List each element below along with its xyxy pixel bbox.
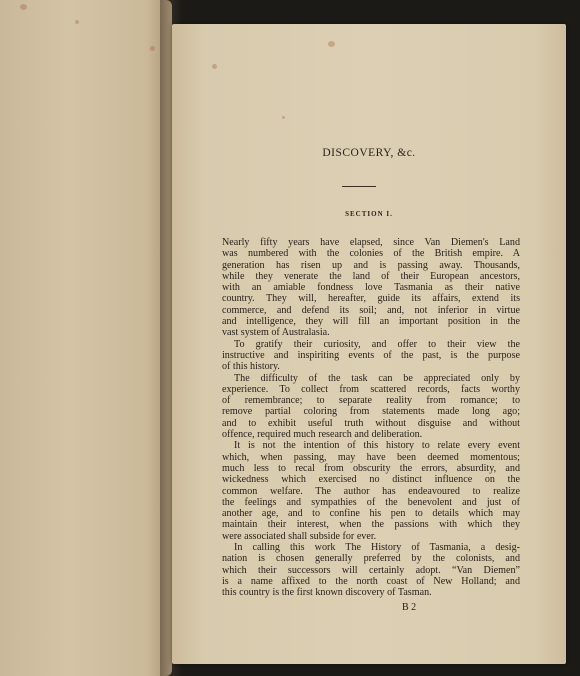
text-line: generation has risen up and is passing away. Thousands, — [222, 259, 520, 271]
foxing-spot — [150, 46, 155, 51]
text-line: maintain their interest, when the passions with which they — [222, 519, 520, 531]
text-line: of this history. — [222, 361, 280, 373]
foxing-spot — [20, 4, 27, 10]
text-line: It is not the intention of this history to relate every event — [234, 440, 520, 452]
text-line: which their successors will certainly adopt. “Van Diemen” — [222, 564, 520, 576]
text-line: common welfare. The author has endeavoured to realize — [222, 485, 520, 497]
text-line: is a name affixed to the north coast of New Holland; and — [222, 575, 520, 587]
text-line: In calling this work The History of Tasmania, a desig- — [234, 542, 520, 554]
text-line: commerce, and defend its soil; and, not inferior in virtue — [222, 304, 520, 316]
text-line: To gratify their curiosity, and offer to their view the — [234, 338, 520, 350]
text-line: wickedness which exercised no distinct influence on the — [222, 474, 520, 486]
text-line: of remembrance; to separate reality from romance; to — [222, 395, 520, 407]
signature-mark: B 2 — [402, 602, 417, 613]
text-line: instructive and inspiriting events of the past, is the purpose — [222, 349, 520, 361]
text-line: with an amiable fondness love Tasmania as their native — [222, 282, 520, 294]
section-heading: SECTION I. — [345, 210, 393, 218]
text-line: which, when passing, may have been deemed momentous; — [222, 451, 520, 463]
chapter-title: DISCOVERY, &c. — [322, 147, 416, 159]
left-page — [0, 0, 172, 676]
text-line: remove partial coloring from statements made long ago; — [222, 406, 520, 418]
text-line: The difficulty of the task can be appreciated only by — [234, 372, 520, 384]
title-rule — [342, 186, 376, 187]
text-line: and intelligence, they will fill an important position in the — [222, 316, 520, 328]
text-line: another age, and to confine his pen to details which may — [222, 508, 520, 520]
foxing-spot — [212, 64, 217, 69]
text-line: the feelings and sympathies of the benevolent and just of — [222, 496, 520, 508]
text-line: offence, required much research and deliberation. — [222, 429, 423, 441]
foxing-spot — [282, 116, 285, 119]
text-line: were associated shall subside for ever. — [222, 530, 377, 542]
text-line: experience. To collect from scattered records, facts worthy — [222, 383, 520, 395]
text-line: country. They will, hereafter, guide its affairs, extend its — [222, 293, 520, 305]
body-text — [222, 237, 520, 599]
text-line: much less to recal from obscurity the errors, absurdity, and — [222, 462, 520, 474]
text-line: Nearly fifty years have elapsed, since Van Diemen's Land — [222, 237, 520, 248]
text-line: was numbered with the colonies of the British empire. A — [222, 248, 520, 260]
right-page — [172, 24, 566, 664]
foxing-spot — [75, 20, 79, 24]
text-line: vast system of Australasia. — [222, 327, 330, 339]
text-line: and to exhibit useful truth without disguise and without — [222, 417, 520, 429]
text-line: nation is chosen generally preferred by the colonists, and — [222, 553, 520, 565]
foxing-spot — [328, 41, 335, 47]
text-line: this country is the first known discovery of Tasman. — [222, 587, 432, 599]
text-line: while they venerate the land of their European ancestors, — [222, 270, 520, 282]
